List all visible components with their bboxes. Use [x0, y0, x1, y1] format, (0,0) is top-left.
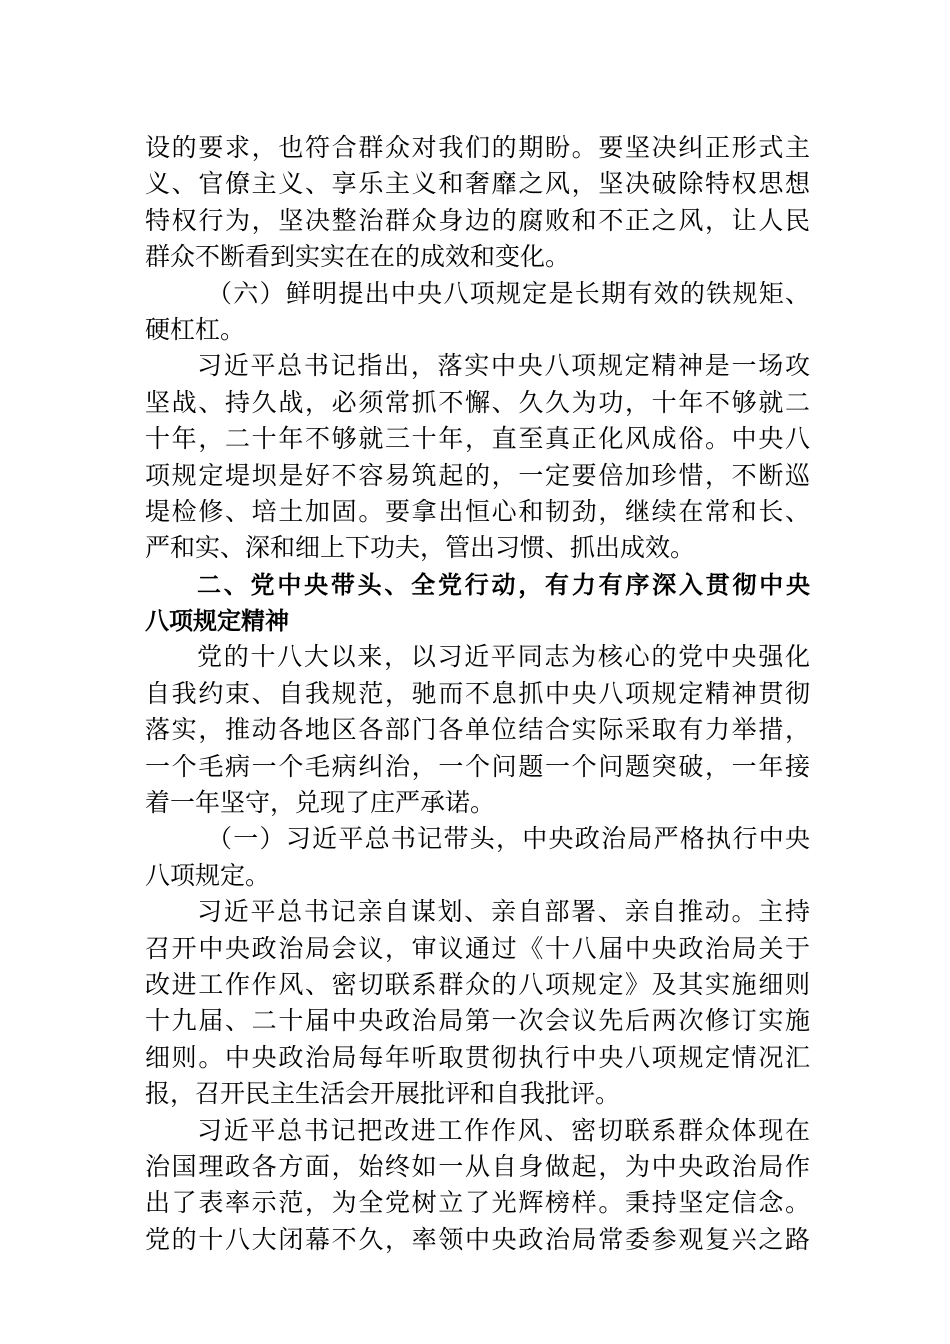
paragraph-line: 改进工作作风、密切联系群众的八项规定》及其实施细则 — [145, 969, 810, 999]
paragraph-line: 堤检修、培土加固。要拿出恒心和韧劲，继续在常和长、 — [145, 496, 810, 526]
paragraph-line: 报，召开民主生活会开展批评和自我批评。 — [145, 1079, 621, 1109]
paragraph-line: 出了表率示范，为全党树立了光辉榜样。秉持坚定信念。 — [145, 1188, 810, 1218]
paragraph-line: 十九届、二十届中央政治局第一次会议先后两次修订实施 — [145, 1006, 810, 1036]
paragraph-line: 落实，推动各地区各部门各单位结合实际采取有力举措， — [145, 715, 810, 745]
paragraph-line: 治国理政各方面，始终如一从自身做起，为中央政治局作 — [145, 1151, 810, 1181]
paragraph-line: 细则。中央政治局每年听取贯彻执行中央八项规定情况汇 — [145, 1042, 810, 1072]
paragraph-line: 一个毛病一个毛病纠治，一个问题一个问题突破，一年接 — [145, 751, 810, 781]
paragraph-line: 十年，二十年不够就三十年，直至真正化风成俗。中央八 — [145, 424, 810, 454]
section-heading-line: 二、党中央带头、全党行动，有力有序深入贯彻中央 — [197, 570, 810, 599]
section-heading-line: 八项规定精神 — [145, 607, 289, 636]
paragraph-line: 严和实、深和细上下功夫，管出习惯、抓出成效。 — [145, 533, 696, 563]
paragraph-line: 设的要求，也符合群众对我们的期盼。要坚决纠正形式主 — [145, 133, 810, 162]
paragraph-line: 项规定堤坝是好不容易筑起的，一定要倍加珍惜，不断巡 — [145, 460, 810, 490]
document-body — [145, 130, 810, 1258]
paragraph-line: 习近平总书记亲自谋划、亲自部署、亲自推动。主持 — [197, 897, 810, 927]
subheading-line: 硬杠杠。 — [145, 314, 246, 344]
subheading-line: 八项规定。 — [145, 860, 271, 890]
paragraph-line: 着一年坚守，兑现了庄严承诺。 — [145, 788, 496, 818]
paragraph-line: 特权行为，坚决整治群众身边的腐败和不正之风，让人民 — [145, 205, 810, 235]
paragraph-line: 习近平总书记把改进工作作风、密切联系群众体现在 — [197, 1115, 810, 1145]
paragraph-line: 召开中央政治局会议，审议通过《十八届中央政治局关于 — [145, 933, 810, 963]
paragraph-line: 群众不断看到实实在在的成效和变化。 — [145, 242, 571, 272]
paragraph-line: 义、官僚主义、享乐主义和奢靡之风，坚决破除特权思想 — [145, 169, 810, 199]
paragraph-line: 党的十八大闭幕不久，率领中央政治局常委参观复兴之路 — [145, 1224, 810, 1254]
subheading-line: （一）习近平总书记带头，中央政治局严格执行中央 — [207, 824, 810, 854]
paragraph-line: 习近平总书记指出，落实中央八项规定精神是一场攻 — [197, 351, 810, 381]
paragraph-line: 坚战、持久战，必须常抓不懈、久久为功，十年不够就二 — [145, 387, 810, 417]
paragraph-line: 党的十八大以来，以习近平同志为核心的党中央强化 — [197, 642, 810, 672]
subheading-line: （六）鲜明提出中央八项规定是长期有效的铁规矩、 — [207, 278, 810, 308]
paragraph-line: 自我约束、自我规范，驰而不息抓中央八项规定精神贯彻 — [145, 678, 810, 708]
